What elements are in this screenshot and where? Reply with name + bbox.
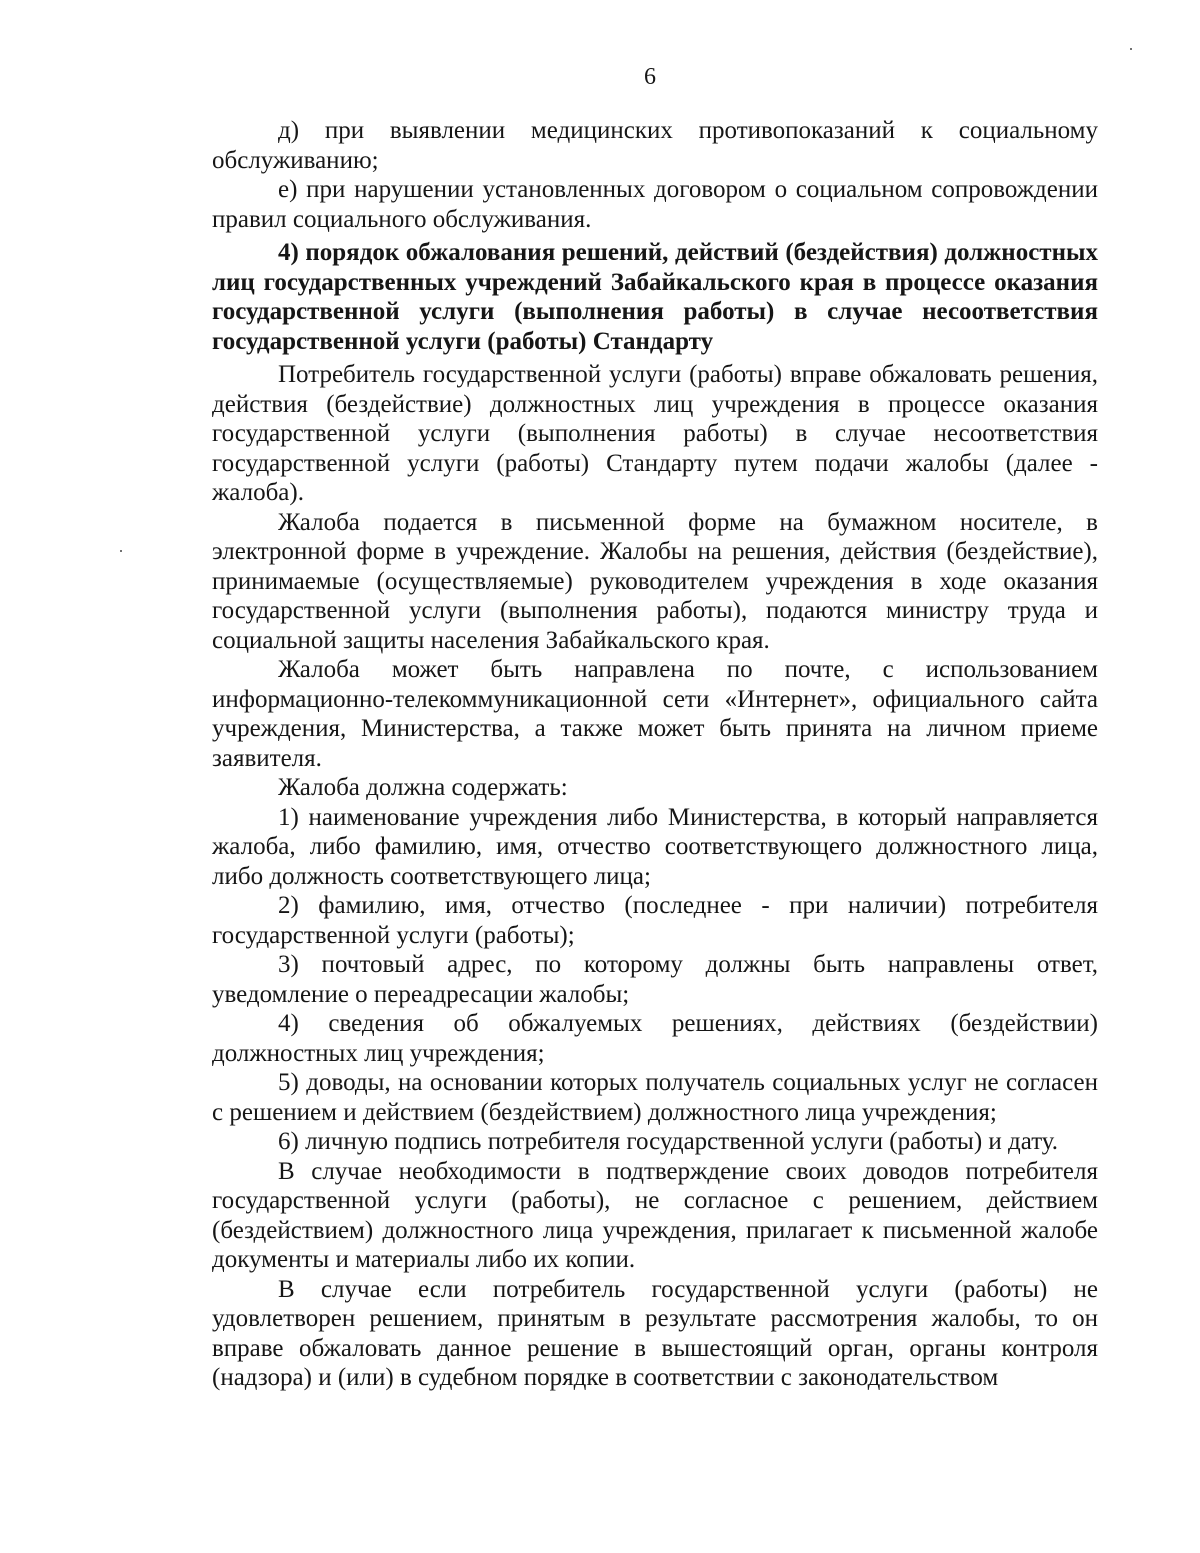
paragraph-item-d: д) при выявлении медицинских противопоказаний к социальному обслуживанию; <box>212 117 1098 174</box>
scan-speck <box>120 550 122 552</box>
list-item-4: 4) сведения об обжалуемых решениях, действиях (бездействии) должностных лиц учреждения; <box>212 1010 1098 1067</box>
list-item-5: 5) доводы, на основании которых получатель социальных услуг не согласен с решением и действием (бездействием) должностного лица учреждения; <box>212 1069 1098 1126</box>
scan-speck <box>1130 48 1132 50</box>
document-body <box>212 116 1098 1393</box>
list-item-2: 2) фамилию, имя, отчество (последнее - при наличии) потребителя государственной услуги (работы); <box>212 892 1098 949</box>
list-item-6: 6) личную подпись потребителя государственной услуги (работы) и дату. <box>278 1128 1059 1155</box>
paragraph-complaint-contents-intro: Жалоба должна содержать: <box>278 774 568 801</box>
list-item-1: 1) наименование учреждения либо Министерства, в который направляется жалоба, либо фамилию, имя, отчество соответствующего должностного лица, либо должность соответствующего лица; <box>212 803 1098 890</box>
list-item-3: 3) почтовый адрес, по которому должны быть направлены ответ, уведомление о переадресации жалобы; <box>212 951 1098 1008</box>
page-number: 6 <box>644 64 656 90</box>
paragraph-complaint-form: Жалоба подается в письменной форме на бумажном носителе, в электронной форме в учреждение. Жалобы на решения, действия (бездействие), принимаемые (осуществляемые) руководителем учреждения в ходе оказания государственной услуги (выполнения работы), подаются министру труда и социальной защиты населения Забайкальского края. <box>212 508 1098 654</box>
paragraph-right-to-appeal: Потребитель государственной услуги (работы) вправе обжаловать решения, действия (бездействие) должностных лиц учреждения в процессе оказания государственной услуги (выполнения работы) в случае несоответствия государственной услуги (работы) Стандарту путем подачи жалобы (далее - жалоба). <box>212 361 1098 506</box>
section-heading: 4) порядок обжалования решений, действий (бездействия) должностных лиц государственных учреждений Забайкальского края в процессе оказания государственной услуги (выполнения работы) в случае несоответствия государственной услуги (работы) Стандарту <box>212 239 1098 355</box>
paragraph-further-appeal: В случае если потребитель государственной услуги (работы) не удовлетворен решением, принятым в результате рассмотрения жалобы, то он вправе обжаловать данное решение в вышестоящий орган, органы контроля (надзора) и (или) в судебном порядке в соответствии с законодательством <box>212 1275 1098 1391</box>
paragraph-item-e: е) при нарушении установленных договором о социальном сопровождении правил социального обслуживания. <box>212 176 1098 233</box>
paragraph-supporting-documents: В случае необходимости в подтверждение своих доводов потребителя государственной услуги (работы), не согласное с решением, действием (бездействием) должностного лица учреждения, прилагает к письменной жалобе документы и материалы либо их копии. <box>212 1157 1098 1273</box>
paragraph-complaint-channels: Жалоба может быть направлена по почте, с использованием информационно-телекоммуникационной сети «Интернет», официального сайта учреждения, Министерства, а также может быть принята на личном приеме заявителя. <box>212 656 1098 772</box>
